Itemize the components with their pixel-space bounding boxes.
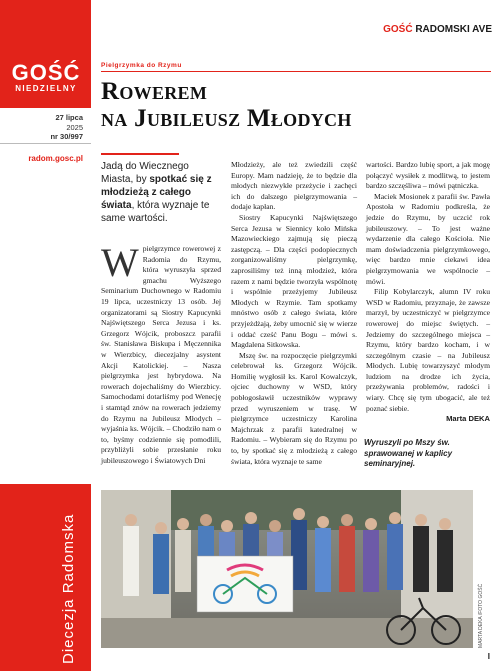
article-column-3 bbox=[366, 160, 490, 425]
lead-part-1: Jadą do Wiecznego Miasta, by bbox=[101, 161, 189, 185]
lead-rule bbox=[101, 153, 179, 155]
article-author: Marta DEKA bbox=[446, 414, 490, 424]
masthead-block bbox=[0, 0, 91, 108]
article-category: Pielgrzymka do Rzymu bbox=[101, 62, 182, 69]
edition-header bbox=[383, 24, 492, 35]
lead-bold: spotkać się z młodzieżą z całego świata bbox=[101, 174, 212, 211]
category-divider bbox=[101, 71, 491, 72]
header-edition: RADOMSKI AVE bbox=[415, 24, 492, 35]
article-column-2 bbox=[231, 160, 357, 467]
lead-part-2: , która wyznaje te same wartości. bbox=[101, 200, 210, 224]
logo-gosc: GOŚĆ bbox=[11, 60, 81, 85]
group-photo bbox=[101, 490, 473, 648]
section-label: Diecezja Radomska bbox=[60, 513, 77, 664]
photo-credit: MARTA DEKA /FOTO GOŚĆ bbox=[478, 583, 484, 648]
group-photo-image bbox=[101, 490, 473, 648]
header-brand: GOŚĆ bbox=[383, 24, 413, 35]
site-link[interactable]: radom.gosc.pl bbox=[28, 154, 83, 163]
col3-paragraph-3: Filip Kobylarczyk, alumn IV roku WSD w Radomiu, przyznaje, że zawsze marzył, by uczestniczyć w pielgrzymce rowerowej do miejsc świętych. – Jedziemy do szczególnego miejsca – Rzymu, który bardzo kocham, i w szczególnym czasie – na Jubileusz Młodych. Lubię towarzyszyć młodym ludziom na drodze ich życia, przeżywania problemów, radości i wiary. Chcę się tym ubogacić, ale też poznać siebie. bbox=[366, 287, 490, 413]
col1-paragraph-1: pielgrzymce rowerowej z Radomia do Rzymu, która wyruszyła sprzed gmachu Wyższego Seminarium Duchownego w Radomiu 19 lipca, uczestniczy 13 osób. Jej organizatorami są Siostry Kapucynki Najświętszego Serca Jezusa i ks. Grzegorz Wójcik, proboszcz parafii św. Stanisława Biskupa i Męczennika w Wierzbicy, diecezjalny asystent Akcji Katolickiej. – Nasza pielgrzymka jest hybrydowa. Na rowerach dojechaliśmy do Wierzbicy. Samochodami dotarliśmy pod Wenecję i stamtąd znów na rowerach jedziemy do Rzymu na Jubileusz Młodych – wyjaśnia ks. Wójcik. – Chodziło nam o to, byśmy codziennie się pomodlili, przybliżyli sobie przesłanie roku jubileuszowego i Światowych Dni bbox=[101, 244, 221, 465]
drop-cap: W bbox=[101, 240, 139, 285]
issue-date: 27 lipca bbox=[55, 113, 83, 122]
col3-paragraph-1: wartości. Bardzo lubię sport, a jak mogę połączyć wysiłek z modlitwą, to jestem bardzo szczęśliwa – mówi pątniczka. bbox=[366, 160, 490, 191]
article-lead bbox=[101, 160, 215, 225]
logo-niedzielny: NIEDZIELNY bbox=[15, 84, 77, 93]
section-block bbox=[0, 484, 91, 671]
sidebar bbox=[0, 0, 91, 671]
issue-year: 2025 bbox=[66, 123, 83, 132]
issue-info bbox=[0, 108, 91, 144]
col2-paragraph-2: Siostry Kapucynki Najświętszego Serca Jezusa w Siennicy koło Mińska Mazowieckiego zajmują się pieczą zastępczą. – Dla części podopiecznych zorganizowaliśmy pielgrzymkę, zaprosiliśmy też inną młodzież, która razem z nami będzie tworzyła wspólnotę i wspólnie przeżyjemy Jubileusz Młodych w Rzymie. Tam spotkamy mnóstwo osób z całego świata, które przyjeżdżają, żeby umocnić się w wierze i oddać cześć Panu Bogu – mówi s. Magdalena Sitkowska. bbox=[231, 212, 357, 350]
photo-caption: Wyruszyli po Mszy św. sprawowanej w kaplicy seminaryjnej. bbox=[364, 438, 453, 468]
col2-paragraph-3: Mszę św. na rozpoczęcie pielgrzymki celebrował ks. Grzegorz Wójcik. Homilię wygłosił ks. Karol Kowalczyk, ojciec duchowny w WSD, który pobłogosławił uczestników wyprawy przed wyruszeniem w trasę. W pielgrzymce uczestniczy Karolina Majchrzak z parafii katedralnej w Radomiu. – Wybieram się do Rzymu po to, by spotkać się z młodzieżą z całego świata, która wyznaje te same bbox=[231, 350, 357, 466]
jubilee-banner bbox=[197, 556, 293, 612]
col3-paragraph-2: Maciek Mosionek z parafii św. Pawła Apostoła w Radomiu podkreśla, że jedzie do Rzymu, by uczcić rok jubileuszowy. – To jest ważne wydarzenie dla całego Kościoła. Nie mam doświadczenia pielgrzymkowego, więc bardzo mnie ciekawi idea pielgrzymowania we wspólnocie – mówi. bbox=[366, 191, 490, 286]
col2-paragraph-1: Młodzieży, ale też zwiedzili część Europy. Mam nadzieję, że to będzie dla młodych niezwykłe przeżycie i zachęci ich do dalszego pielgrzymowania – dodaje kapłan. bbox=[231, 160, 357, 212]
page-number: I bbox=[487, 652, 490, 661]
issue-number: nr 30/997 bbox=[50, 132, 83, 141]
article-title bbox=[101, 78, 491, 132]
title-line-1: Rowerem bbox=[101, 78, 208, 105]
article-column-1 bbox=[101, 240, 221, 466]
title-line-2: na Jubileusz Młodych bbox=[101, 105, 352, 132]
